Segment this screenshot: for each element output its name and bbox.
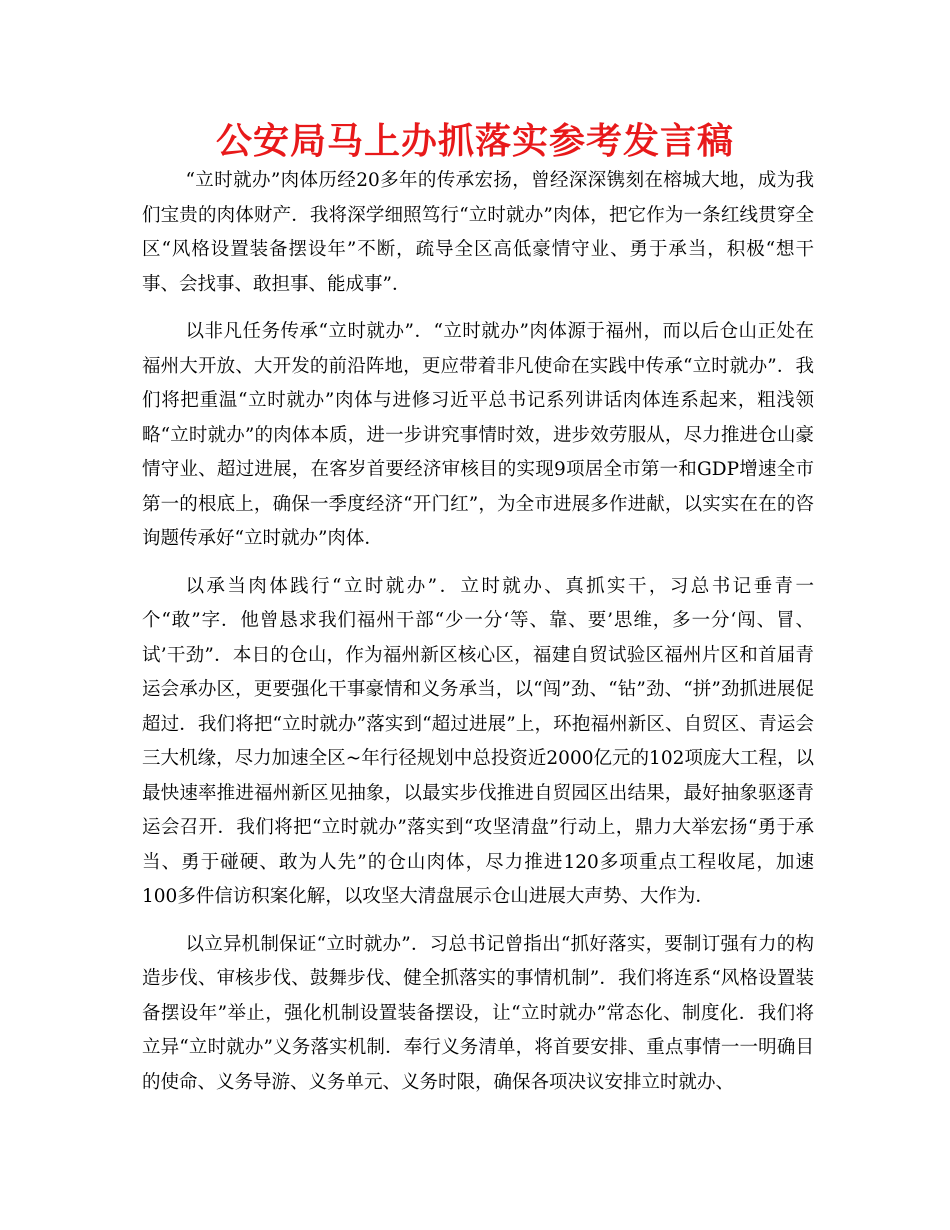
paragraph: 以承当肉体践行“立时就办”．立时就办、真抓实干，习总书记垂青一个“敢”字．他曾恳求我们福州干部“少一分‘等、靠、要’思维，多一分‘闯、冒、试’干劲”．本日的仓山，作为福州新区核心区，福建自贸试验区福州片区和首届青运会承办区，更要强化干事豪情和义务承当，以“闯”劲、“钻”劲、“拼”劲抓进展促超过．我们将把“立时就办”落实到“超过进展”上，环抱福州新区、自贸区、青运会三大机缘，尽力加速全区~年行径规划中总投资近2000亿元的102项庞大工程，以最快速率推进福州新区见抽象，以最实步伐推进自贸园区出结果，最好抽象驱逐青运会召开．我们将把“立时就办”落实到“攻坚清盘”行动上，鼎力大举宏扬“勇于承当、勇于碰硬、敢为人先”的仓山肉体，尽力推进120多项重点工程收尾，加速100多件信访积案化解，以攻坚大清盘展示仓山进展大声势、大作为． [142,575,814,907]
document-title: 公安局马上办抓落实参考发言稿 [215,121,734,162]
paragraph: 以立异机制保证“立时就办”．习总书记曾指出“抓好落实，要制订强有力的构造步伐、审核步伐、鼓舞步伐、健全抓落实的事情机制”．我们将连系“风格设置装备摆设年”举止，强化机制设置装备摆设，让“立时就办”常态化、制度化．我们将立异“立时就办”义务落实机制．奉行义务清单，将首要安排、重点事情一一明确目的使命、义务导游、义务单元、义务时限，确保各项决议安排立时就办、 [142,933,814,1093]
paragraph: 以非凡任务传承“立时就办”．“立时就办”肉体源于福州，而以后仓山正处在福州大开放、大开发的前沿阵地，更应带着非凡使命在实践中传承“立时就办”．我们将把重温“立时就办”肉体与进修习近平总书记系列讲话肉体连系起来，粗浅领略“立时就办”的肉体本质，进一步讲究事情时效，进步效劳服从，尽力推进仓山豪情守业、超过进展，在客岁首要经济审核目的实现9项居全市第一和GDP增速全市第一的根底上，确保一季度经济“开门红”，为全市进展多作进献，以实实在在的咨询题传承好“立时就办”肉体． [142,321,814,549]
paragraph: “立时就办”肉体历经20多年的传承宏扬，曾经深深镌刻在榕城大地，成为我们宝贵的肉体财产．我将深学细照笃行“立时就办”肉体，把它作为一条红线贯穿全区“风格设置装备摆设年”不断，疏导全区高低豪情守业、勇于承当，积极“想干事、会找事、敢担事、能成事”． [142,170,814,295]
document-body [142,164,814,1113]
